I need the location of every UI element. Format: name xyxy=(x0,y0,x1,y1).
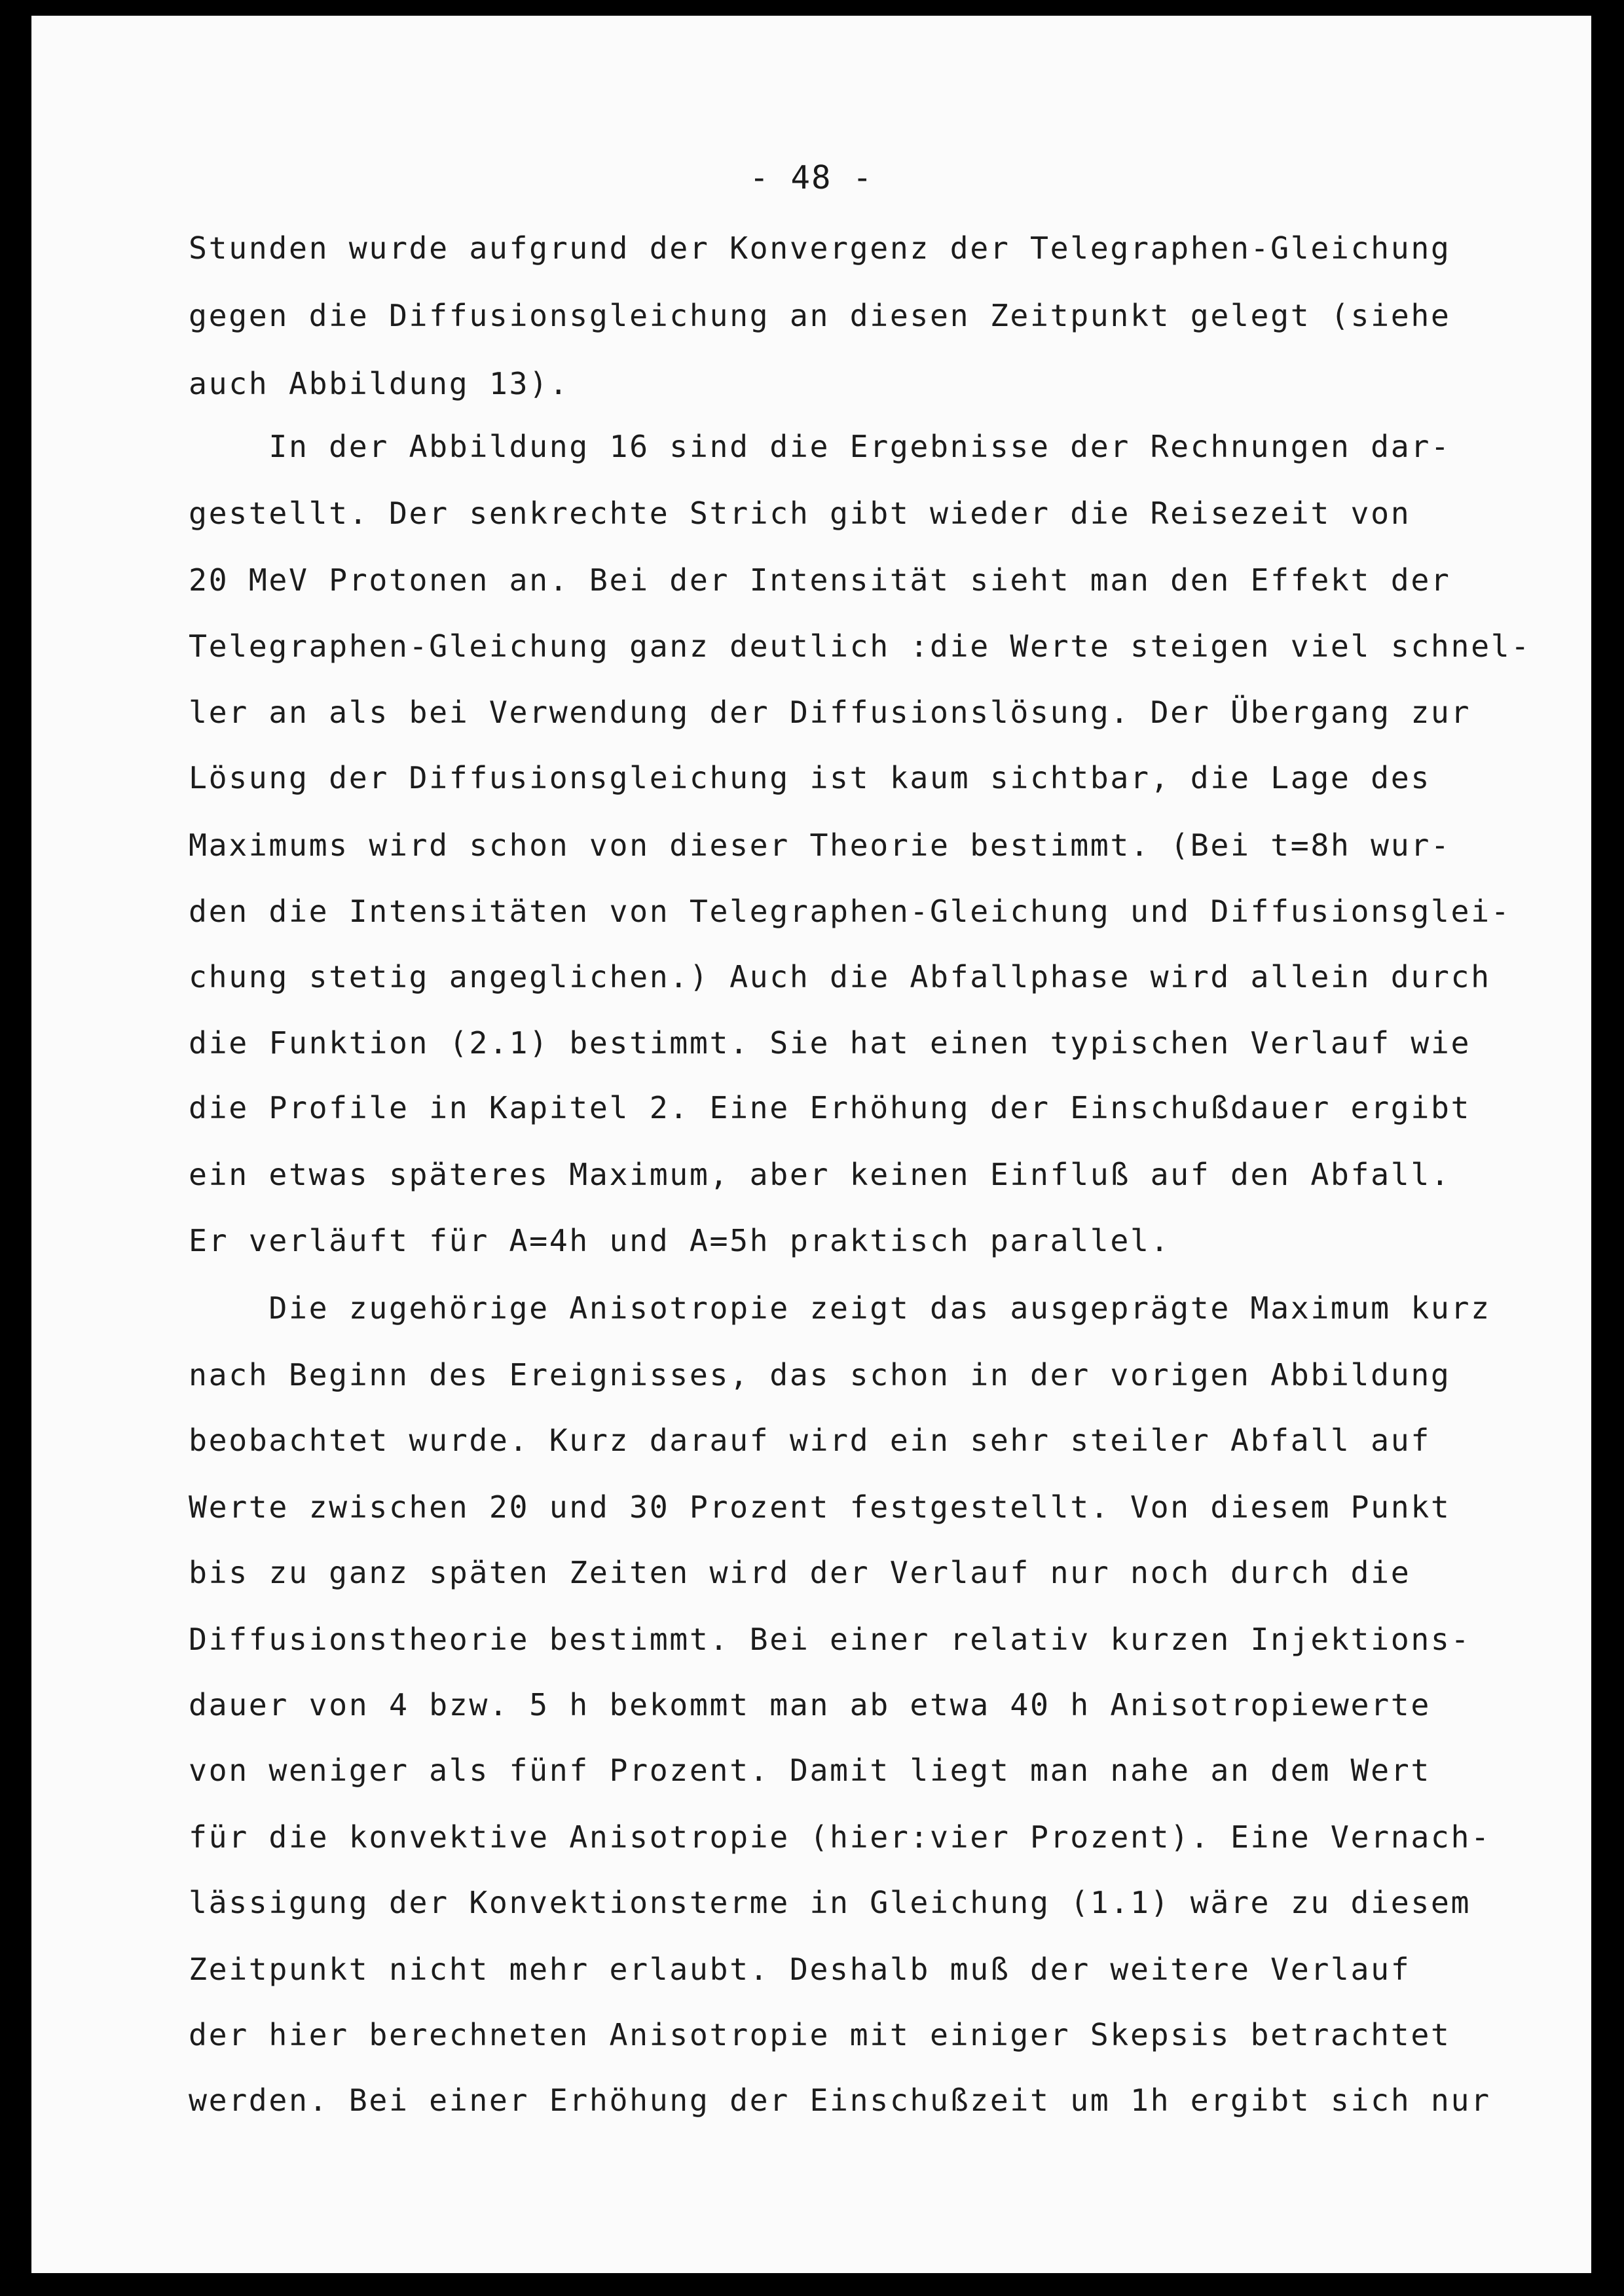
text-line: bis zu ganz späten Zeiten wird der Verlauf nur noch durch die xyxy=(189,1555,1411,1590)
text-line: lässigung der Konvektionsterme in Gleichung (1.1) wäre zu diesem xyxy=(189,1885,1471,1920)
text-line: Lösung der Diffusionsgleichung ist kaum sichtbar, die Lage des xyxy=(189,760,1431,795)
text-line: von weniger als fünf Prozent. Damit liegt man nahe an dem Wert xyxy=(189,1753,1431,1788)
text-line: gegen die Diffusionsgleichung an diesen Zeitpunkt gelegt (siehe xyxy=(189,298,1451,333)
text-line: auch Abbildung 13). xyxy=(189,366,570,401)
text-line: Maximums wird schon von dieser Theorie bestimmt. (Bei t=8h wur- xyxy=(189,828,1451,863)
text-line: dauer von 4 bzw. 5 h bekommt man ab etwa 40 h Anisotropiewerte xyxy=(189,1687,1431,1722)
page-number: - 48 - xyxy=(749,159,874,196)
text-line: 20 MeV Protonen an. Bei der Intensität sieht man den Effekt der xyxy=(189,562,1451,598)
text-line: für die konvektive Anisotropie (hier:vier Prozent). Eine Vernach- xyxy=(189,1819,1491,1855)
text-line: Werte zwischen 20 und 30 Prozent festgestellt. Von diesem Punkt xyxy=(189,1489,1451,1525)
text-line: Er verläuft für A=4h und A=5h praktisch parallel. xyxy=(189,1223,1171,1258)
document-page xyxy=(31,16,1591,2273)
text-line: Telegraphen-Gleichung ganz deutlich :die Werte steigen viel schnel- xyxy=(189,629,1531,664)
text-line: ler an als bei Verwendung der Diffusionslösung. Der Übergang zur xyxy=(189,695,1471,730)
text-line: die Profile in Kapitel 2. Eine Erhöhung der Einschußdauer ergibt xyxy=(189,1090,1471,1125)
text-line: Stunden wurde aufgrund der Konvergenz der Telegraphen-Gleichung xyxy=(189,230,1451,266)
text-line: Zeitpunkt nicht mehr erlaubt. Deshalb muß der weitere Verlauf xyxy=(189,1952,1411,1987)
text-line: ein etwas späteres Maximum, aber keinen Einfluß auf den Abfall. xyxy=(189,1157,1451,1192)
text-line: beobachtet wurde. Kurz darauf wird ein sehr steiler Abfall auf xyxy=(189,1423,1431,1458)
text-line: die Funktion (2.1) bestimmt. Sie hat einen typischen Verlauf wie xyxy=(189,1025,1471,1061)
text-line: gestellt. Der senkrechte Strich gibt wieder die Reisezeit von xyxy=(189,496,1411,531)
text-line: der hier berechneten Anisotropie mit einiger Skepsis betrachtet xyxy=(189,2017,1451,2052)
text-line: den die Intensitäten von Telegraphen-Gleichung und Diffusionsglei- xyxy=(189,894,1511,929)
text-line: In der Abbildung 16 sind die Ergebnisse der Rechnungen dar- xyxy=(189,429,1451,464)
text-line: nach Beginn des Ereignisses, das schon in der vorigen Abbildung xyxy=(189,1357,1451,1393)
text-line: chung stetig angeglichen.) Auch die Abfallphase wird allein durch xyxy=(189,959,1491,994)
text-line: werden. Bei einer Erhöhung der Einschußzeit um 1h ergibt sich nur xyxy=(189,2083,1491,2118)
text-line: Die zugehörige Anisotropie zeigt das ausgeprägte Maximum kurz xyxy=(189,1290,1491,1326)
text-line: Diffusionstheorie bestimmt. Bei einer relativ kurzen Injektions- xyxy=(189,1622,1471,1657)
